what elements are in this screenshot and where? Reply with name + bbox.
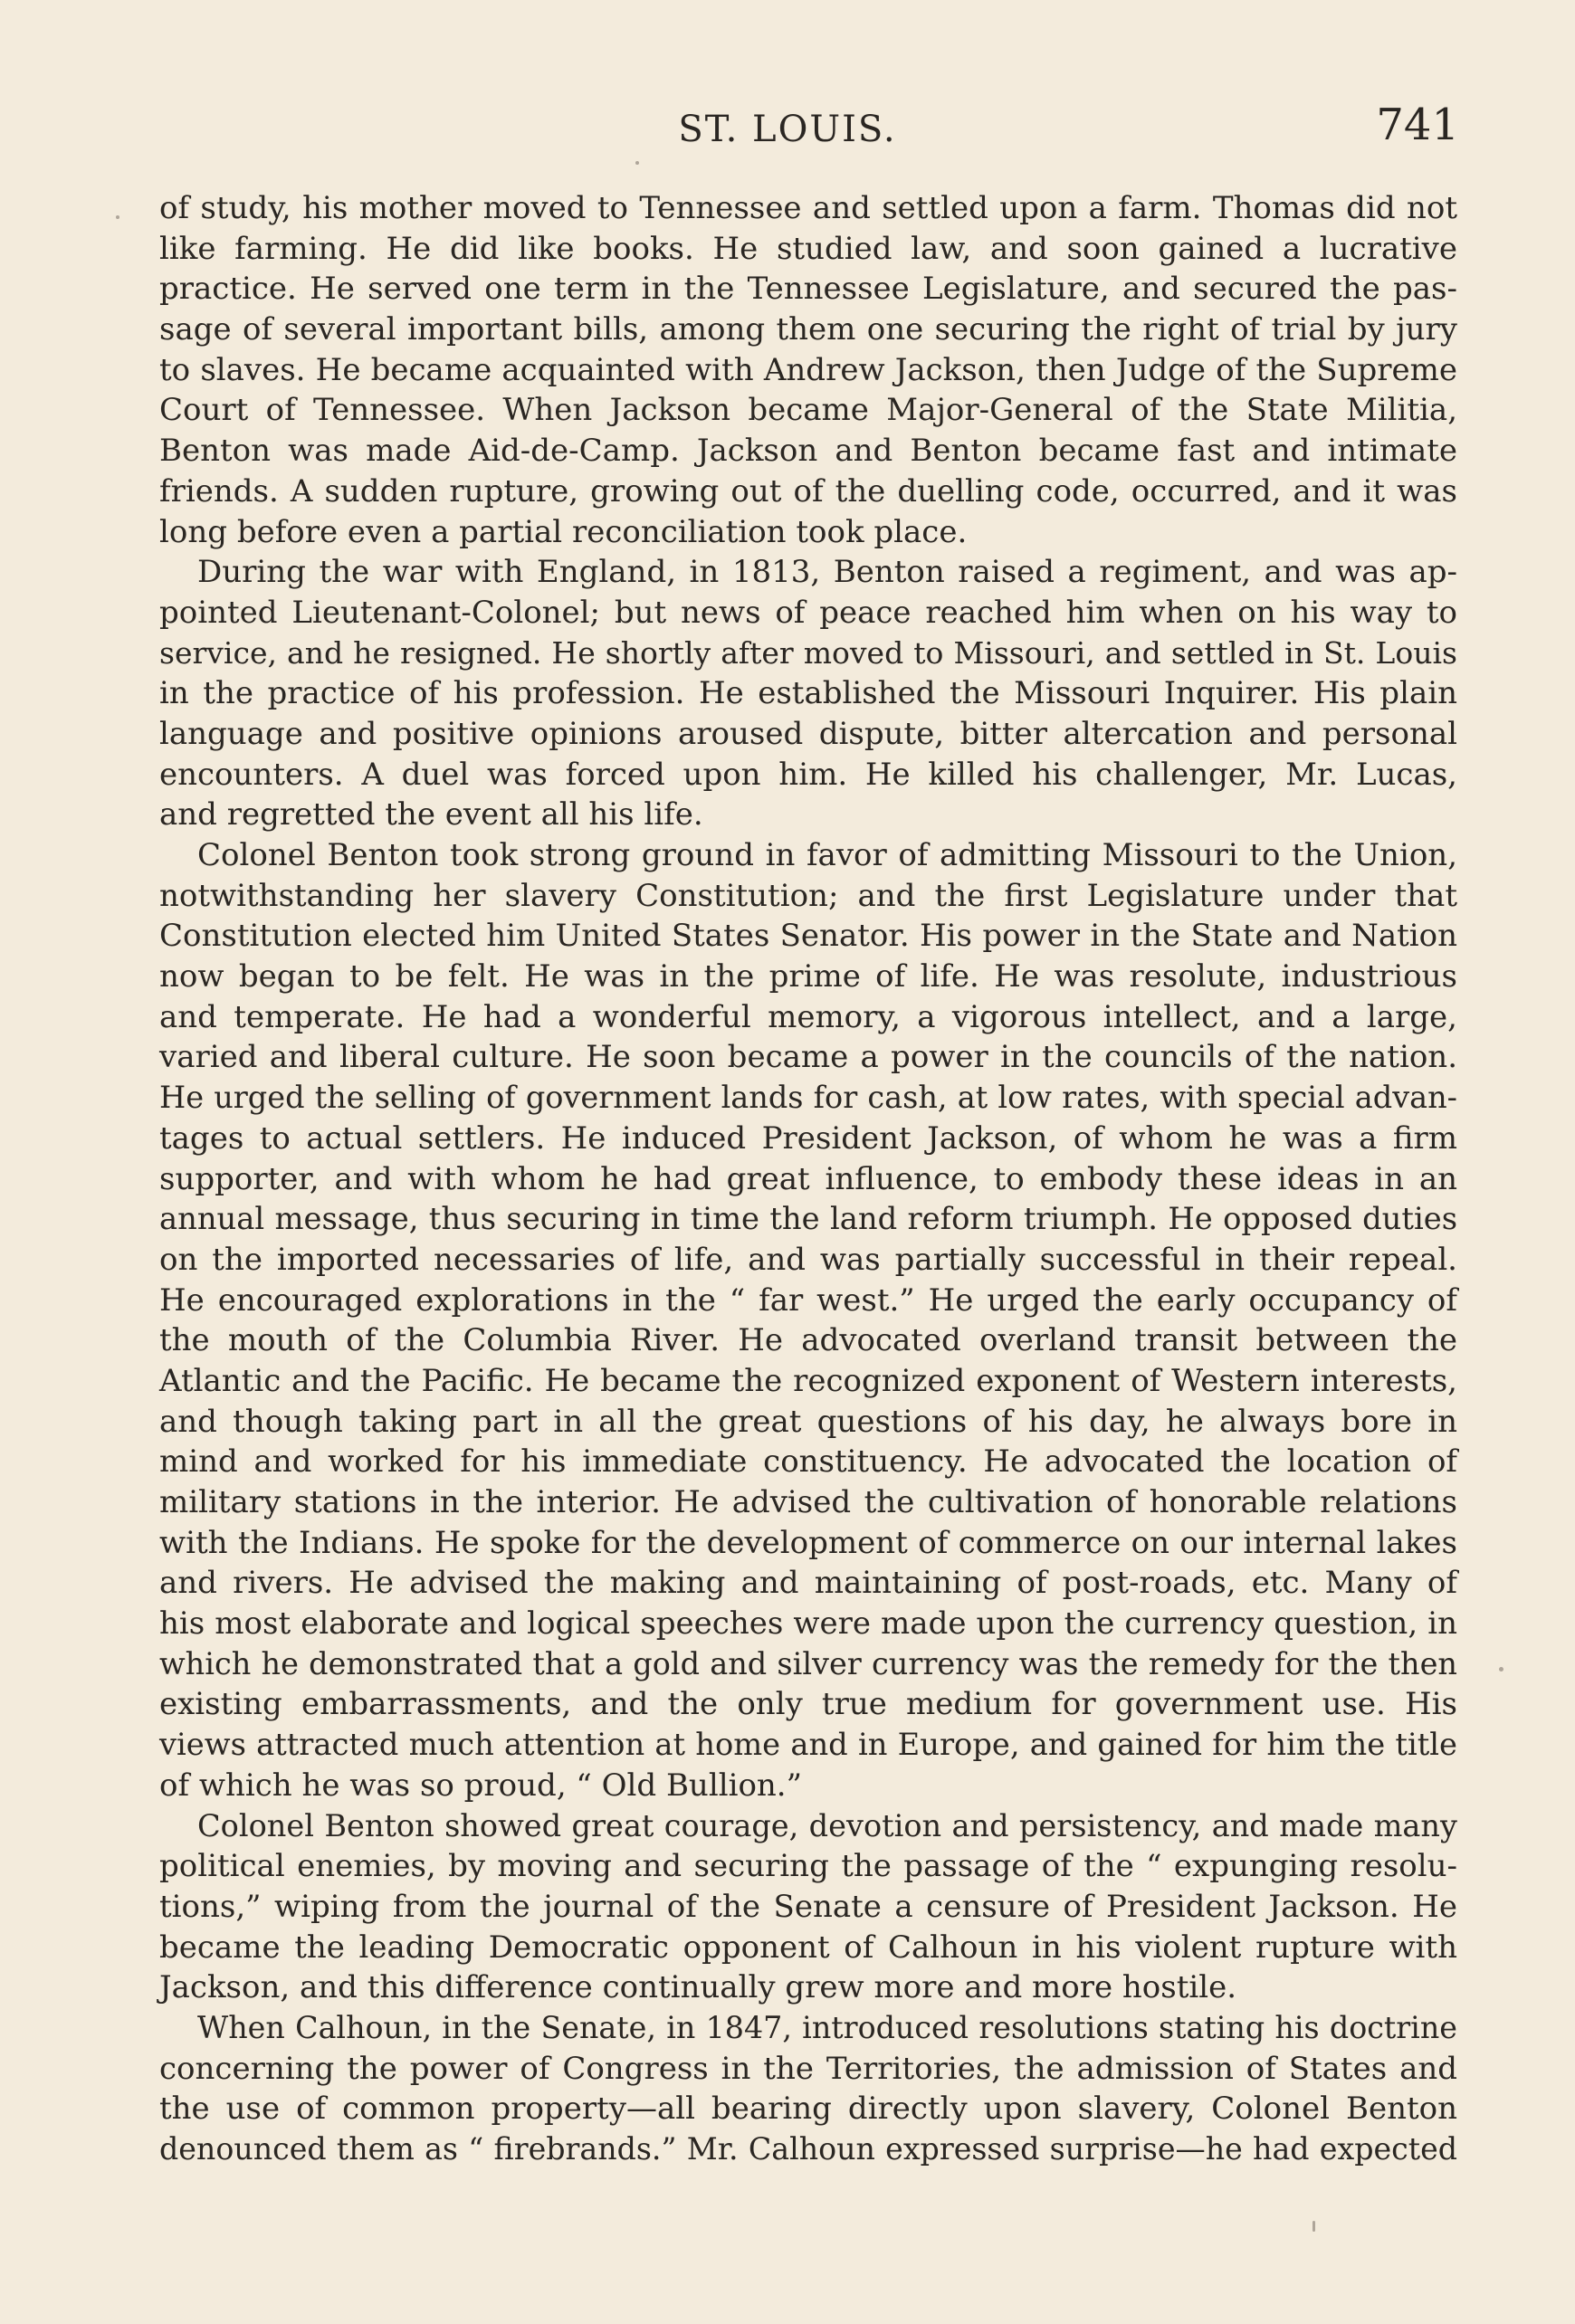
text-line: Atlantic and the Pacific. He became the recognized exponent of Western interests, — [159, 1362, 1457, 1399]
text-line: denounced them as “ firebrands.” Mr. Calhoun expressed surprise—he had expected — [159, 2131, 1457, 2167]
text-line: friends. A sudden rupture, growing out of the duelling code, occurred, and it was — [159, 472, 1457, 510]
text-line: tions,” wiping from the journal of the Senate a censure of President Jackson. He — [159, 1888, 1457, 1925]
print-speck — [635, 161, 639, 165]
text-line: existing embarrassments, and the only true medium for government use. His — [159, 1686, 1457, 1723]
text-line: which he demonstrated that a gold and silver currency was the remedy for the then — [159, 1645, 1457, 1681]
print-speck — [1312, 2221, 1315, 2232]
text-line: to slaves. He became acquainted with Andrew Jackson, then Judge of the Supreme — [159, 351, 1457, 388]
text-line: of which he was so proud, “ Old Bullion.” — [159, 1767, 802, 1804]
text-line: When Calhoun, in the Senate, in 1847, introduced resolutions stating his doctrine — [197, 2009, 1457, 2045]
text-line: notwithstanding her slavery Constitution; and the first Legislature under that — [159, 877, 1457, 914]
text-line: Benton was made Aid-de-Camp. Jackson and Benton became fast and intimate — [159, 433, 1457, 470]
text-line: military stations in the interior. He advised the cultivation of honorable relations — [159, 1484, 1457, 1520]
print-speck — [1499, 1667, 1503, 1672]
text-line: During the war with England, in 1813, Benton raised a regiment, and was ap- — [197, 554, 1457, 591]
text-line: sage of several important bills, among them one securing the right of trial by jury — [159, 311, 1457, 348]
text-line: practice. He served one term in the Tennessee Legislature, and secured the pas- — [159, 271, 1457, 308]
text-line: Colonel Benton took strong ground in favor of admitting Missouri to the Union, — [197, 837, 1457, 873]
page-number: 741 — [1376, 100, 1459, 150]
text-line: varied and liberal culture. He soon became a power in the councils of the nation. — [159, 1039, 1457, 1076]
text-line: like farming. He did like books. He studied law, and soon gained a lucrative — [159, 230, 1457, 267]
text-line: concerning the power of Congress in the Territories, the admission of States and — [159, 2050, 1457, 2087]
text-line: He encouraged explorations in the “ far west.” He urged the early occupancy of — [159, 1281, 1457, 1319]
text-line: mind and worked for his immediate constituency. He advocated the location of — [159, 1443, 1457, 1481]
text-line: tages to actual settlers. He induced President Jackson, of whom he was a firm — [159, 1119, 1457, 1157]
text-line: annual message, thus securing in time the land reform triumph. He opposed duties — [159, 1201, 1457, 1237]
text-line: political enemies, by moving and securing the passage of the “ expunging resolu- — [159, 1848, 1457, 1885]
text-line: Colonel Benton showed great courage, devotion and persistency, and made many — [197, 1807, 1457, 1843]
running-head-title: ST. LOUIS. — [678, 109, 897, 150]
text-line: of study, his mother moved to Tennessee and settled upon a farm. Thomas did not — [159, 190, 1457, 226]
text-line: the mouth of the Columbia River. He advocated overland transit between the — [159, 1322, 1457, 1359]
text-line: with the Indians. He spoke for the development of commerce on our internal lakes — [159, 1524, 1457, 1561]
text-line: and rivers. He advised the making and maintaining of post-roads, etc. Many of — [159, 1565, 1457, 1602]
text-line: and regretted the event all his life. — [159, 796, 703, 833]
text-line: became the leading Democratic opponent of Calhoun in his violent rupture with — [159, 1929, 1457, 1966]
text-line: Jackson, and this difference continually grew more and more hostile. — [159, 1969, 1237, 2006]
text-line: now began to be felt. He was in the prime of life. He was resolute, industrious — [159, 958, 1457, 995]
text-line: his most elaborate and logical speeches were made upon the currency question, in — [159, 1605, 1457, 1643]
text-line: pointed Lieutenant-Colonel; but news of peace reached him when on his way to — [159, 594, 1457, 631]
text-line: and temperate. He had a wonderful memory, a vigorous intellect, and a large, — [159, 998, 1457, 1035]
text-line: in the practice of his profession. He established the Missouri Inquirer. His plain — [159, 675, 1457, 712]
text-line: the use of common property—all bearing directly upon slavery, Colonel Benton — [159, 2091, 1457, 2128]
text-line: encounters. A duel was forced upon him. He killed his challenger, Mr. Lucas, — [159, 756, 1457, 793]
text-line: views attracted much attention at home and in Europe, and gained for him the title — [159, 1727, 1457, 1763]
text-line: He urged the selling of government lands for cash, at low rates, with special advan- — [159, 1080, 1457, 1116]
text-line: on the imported necessaries of life, and was partially successful in their repeal. — [159, 1241, 1457, 1278]
text-line: and though taking part in all the great questions of his day, he always bore in — [159, 1403, 1457, 1440]
text-line: Constitution elected him United States Senator. His power in the State and Nation — [159, 918, 1457, 955]
text-line: long before even a partial reconciliation took place. — [159, 513, 968, 550]
body-text — [159, 188, 1457, 2170]
text-line: supporter, and with whom he had great influence, to embody these ideas in an — [159, 1160, 1457, 1197]
text-line: service, and he resigned. He shortly after moved to Missouri, and settled in St. Louis — [159, 634, 1457, 671]
print-speck — [116, 215, 119, 219]
text-line: language and positive opinions aroused dispute, bitter altercation and personal — [159, 715, 1457, 752]
text-line: Court of Tennessee. When Jackson became Major-General of the State Militia, — [159, 392, 1457, 429]
